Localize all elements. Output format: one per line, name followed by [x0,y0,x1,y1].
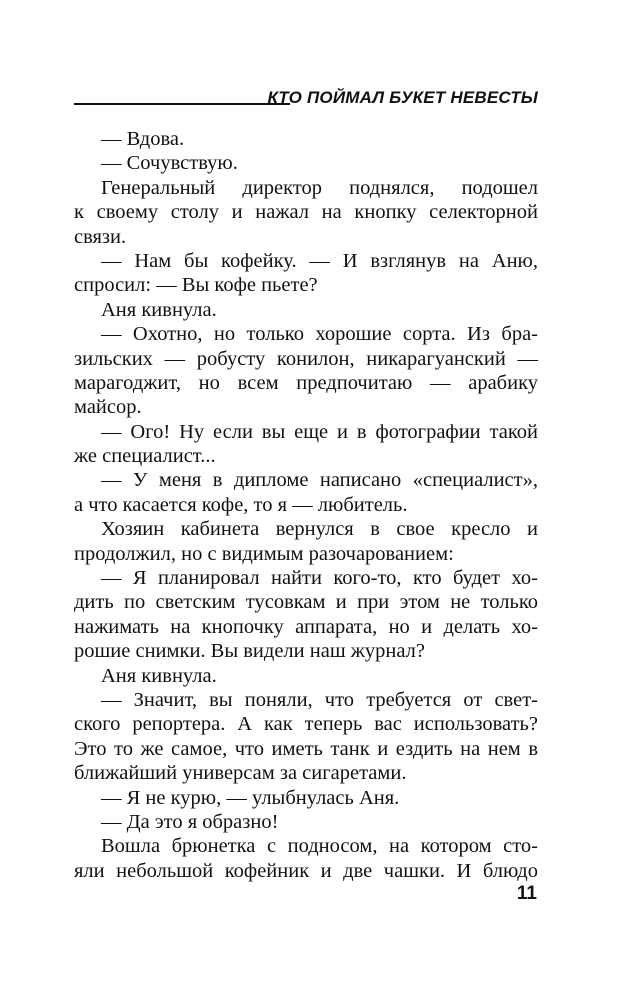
running-title: КТО ПОЙМАЛ БУКЕТ НЕВЕСТЫ [267,88,538,107]
text-line: Вошла брюнетка с подносом, на котором сто- [101,835,538,858]
text-line: — Я не курю, — улыбнулась Аня. [101,786,400,809]
text-line: — Охотно, но только хорошие сорта. Из бра- [101,323,538,346]
text-line: зильских — робусту конилон, никарагуанский — [74,347,538,370]
text-line: — Значит, вы поняли, что требуется от свет- [101,688,538,711]
text-line: Хозяин кабинета вернулся в свое кресло и [101,518,538,541]
text-line: ского репортера. А как теперь вас использовать? [74,713,538,736]
text-line: — Вдова. [101,128,185,150]
text-line: связи. [74,225,127,248]
text-line: майсор. [74,396,142,419]
text-line: Аня кивнула. [101,298,217,321]
text-line: марагоджит, но всем предпочитаю — арабику [74,371,538,394]
text-line: дить по светским тусовкам и при этом не только [74,591,538,614]
text-line: ближайший универсам за сигаретами. [74,762,407,785]
text-line: спросил: — Вы кофе пьете? [74,274,318,297]
text-line: — Нам бы кофейку. — И взглянув на Аню, [101,249,538,272]
text-line: рошие снимки. Вы видели наш журнал? [74,640,425,663]
text-line: к своему столу и нажал на кнопку селекторной [74,201,538,224]
text-line: — Да это я образно! [101,810,279,833]
text-line: Аня кивнула. [101,664,217,687]
running-header [74,86,538,110]
text-line: — Я планировал найти кого-то, кто будет хо- [101,567,538,590]
text-line: Это то же самое, что иметь танк и ездить на нем в [74,737,538,760]
text-line: продолжил, но с видимым разочарованием: [74,542,454,565]
text-line: яли небольшой кофейник и две чашки. И блюдо [74,859,538,882]
text-line: же специалист... [74,445,216,468]
text-line: — Ого! Ну если вы еще и в фотографии такой [101,420,538,443]
text-line: а что касается кофе, то я — любитель. [74,493,408,516]
text-line: нажимать на кнопочку аппарата, но и делать хо- [74,615,538,638]
body-text [74,127,538,883]
header-rule [74,103,290,105]
text-line: — Сочувствую. [101,152,238,175]
page-number: 11 [516,883,537,904]
text-line: Генеральный директор поднялся, подошел [101,176,538,199]
text-line: — У меня в дипломе написано «специалист», [101,469,538,492]
